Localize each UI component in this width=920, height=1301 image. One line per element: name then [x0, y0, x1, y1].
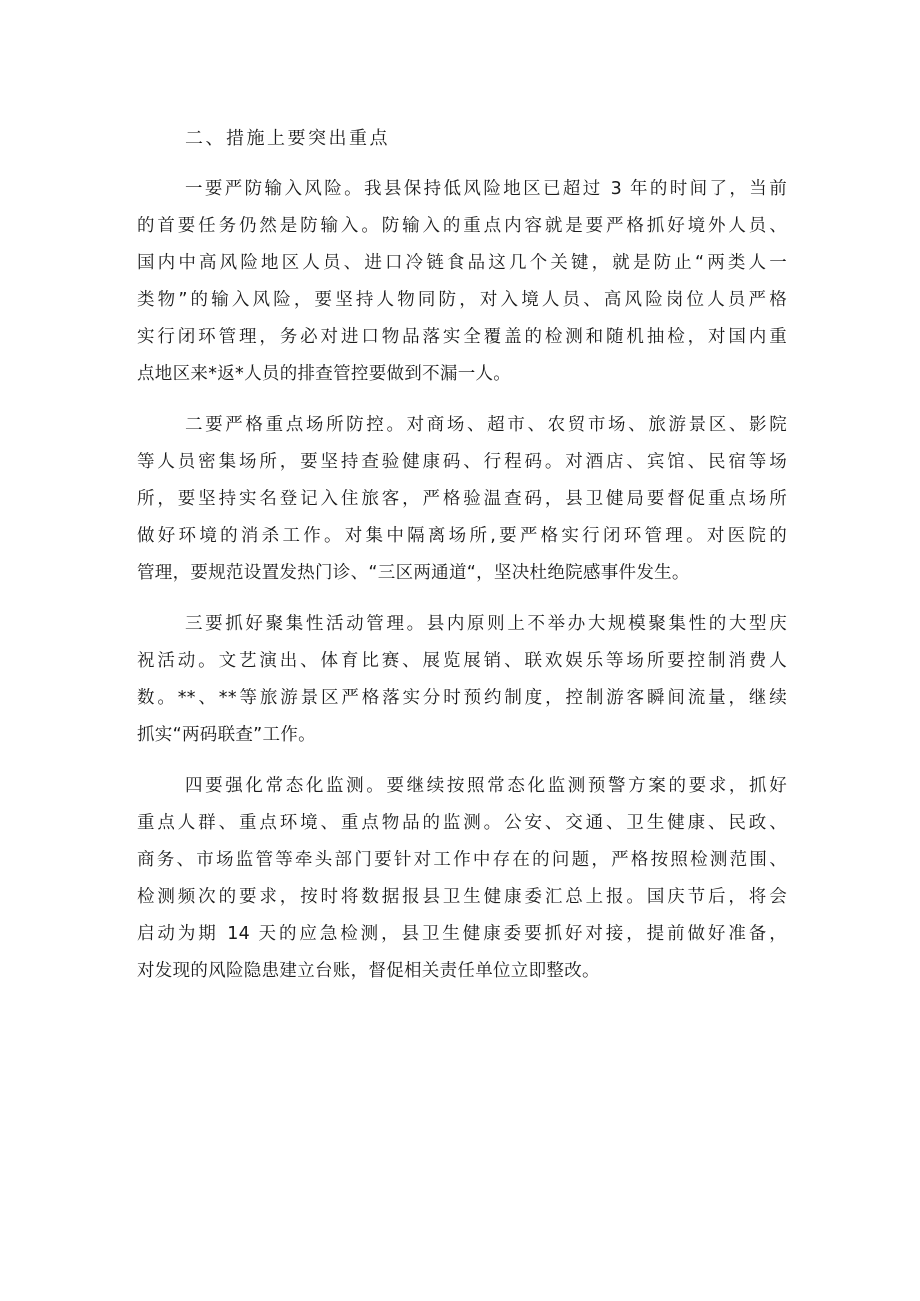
paragraph-line: 对发现的风险隐患建立台账，督促相关责任单位立即整改。	[137, 961, 600, 981]
paragraph-gathering-management	[137, 606, 787, 754]
paragraph-line: 等人员密集场所，要坚持查验健康码、行程码。对酒店、宾馆、民宿等场	[137, 452, 787, 472]
paragraph-line: 数。**、**等旅游景区严格落实分时预约制度，控制游客瞬间流量，继续	[137, 688, 787, 708]
paragraph-line: 抓实“两码联查”工作。	[137, 725, 316, 745]
paragraph-line: 国内中高风险地区人员、进口冷链食品这几个关键，就是防止“两类人一	[137, 253, 787, 273]
paragraph-line: 类物”的输入风险，要坚持人物同防，对入境人员、高风险岗位人员严格	[137, 290, 787, 310]
paragraph-key-venue-control	[137, 407, 787, 592]
paragraph-line: 商务、市场监管等牵头部门要针对工作中存在的问题，严格按照检测范围、	[137, 850, 787, 870]
paragraph-line: 的首要任务仍然是防输入。防输入的重点内容就是要严格抓好境外人员、	[137, 216, 787, 236]
paragraph-line: 点地区来*返*人员的排查管控要做到不漏一人。	[137, 364, 512, 384]
paragraph-line: 祝活动。文艺演出、体育比赛、展览展销、联欢娱乐等场所要控制消费人	[137, 651, 787, 671]
paragraph-line: 重点人群、重点环境、重点物品的监测。公安、交通、卫生健康、民政、	[137, 813, 787, 833]
paragraph-line: 检测频次的要求，按时将数据报县卫生健康委汇总上报。国庆节后，将会	[137, 887, 787, 907]
paragraph-line: 做好环境的消杀工作。对集中隔离场所,要严格实行闭环管理。对医院的	[137, 526, 787, 546]
section-heading: 二、措施上要突出重点	[185, 128, 390, 149]
paragraph-routine-monitoring	[137, 768, 787, 990]
paragraph-line: 二要严格重点场所防控。对商场、超市、农贸市场、旅游景区、影院	[185, 415, 787, 435]
paragraph-line: 三要抓好聚集性活动管理。县内原则上不举办大规模聚集性的大型庆	[185, 614, 787, 634]
paragraph-prevent-import-risk	[137, 171, 787, 393]
document-page	[137, 120, 787, 1004]
paragraph-line: 四要强化常态化监测。要继续按照常态化监测预警方案的要求，抓好	[185, 776, 787, 796]
paragraph-line: 一要严防输入风险。我县保持低风险地区已超过 3 年的时间了，当前	[185, 179, 787, 199]
paragraph-line: 启动为期 14 天的应急检测，县卫生健康委要抓好对接，提前做好准备，	[137, 924, 787, 944]
paragraph-line: 所，要坚持实名登记入住旅客，严格验温查码，县卫健局要督促重点场所	[137, 489, 787, 509]
paragraph-line: 实行闭环管理，务必对进口物品落实全覆盖的检测和随机抽检，对国内重	[137, 327, 787, 347]
paragraph-line: 管理，要规范设置发热门诊、“三区两通道“，坚决杜绝院感事件发生。	[137, 563, 690, 583]
